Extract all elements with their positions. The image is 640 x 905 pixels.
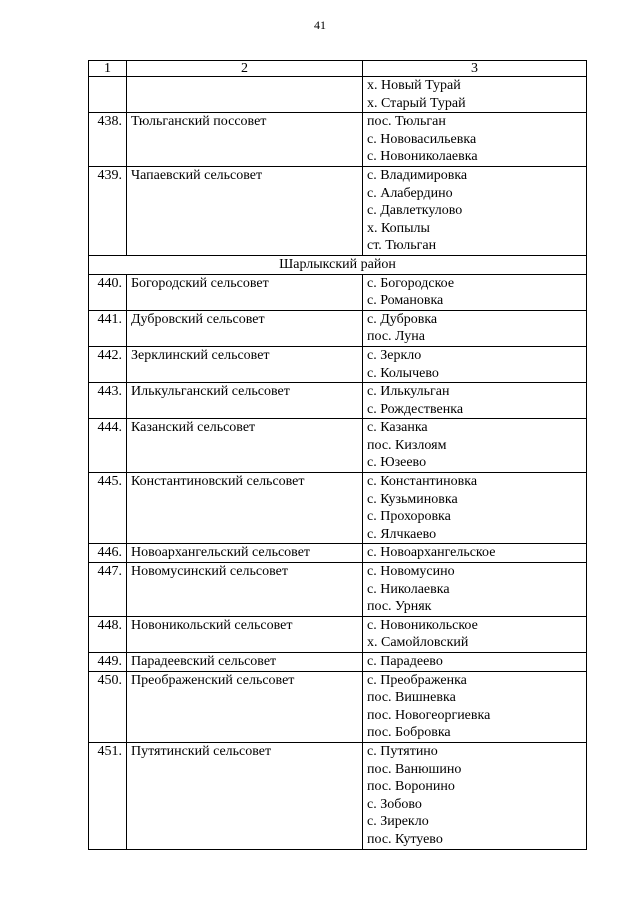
header-col-2: 2 (127, 61, 363, 77)
settlement-item: с. Казанка (367, 420, 428, 436)
municipality-name: Илькульганский сельсовет (127, 383, 363, 419)
municipality-name: Казанский сельсовет (127, 419, 363, 473)
settlement-item: с. Преображенка (367, 672, 467, 688)
settlement-item: с. Илькульган (367, 384, 450, 400)
row-number (89, 77, 127, 113)
municipality-name: Путятинский сельсовет (127, 742, 363, 849)
settlement-item: с. Давлеткулово (367, 203, 463, 219)
header-col-3: 3 (363, 61, 587, 77)
table-body-rows-b (89, 274, 587, 849)
settlement-list (363, 113, 587, 167)
settlement-list (363, 419, 587, 473)
settlement-item: с. Парадеево (367, 654, 443, 669)
municipality-name: Новоархангельский сельсовет (127, 544, 363, 563)
settlement-item: пос. Кизлоям (367, 437, 447, 453)
row-number: 450. (89, 671, 127, 742)
settlement-item: с. Богородское (367, 275, 455, 291)
table-row (89, 473, 587, 544)
table-body-continuation (89, 77, 587, 113)
table-row (89, 274, 587, 310)
settlement-list (363, 77, 587, 113)
row-number: 438. (89, 113, 127, 167)
settlement-item: ст. Тюльган (367, 238, 437, 254)
settlement-item: пос. Воронино (367, 779, 455, 795)
municipality-name: Дубровский сельсовет (127, 310, 363, 346)
municipality-name: Чапаевский сельсовет (127, 166, 363, 255)
settlement-item: с. Юзеево (367, 455, 427, 471)
settlement-list (363, 563, 587, 617)
settlement-list (363, 653, 587, 672)
settlement-item: с. Прохоровка (367, 509, 451, 525)
settlement-list (363, 346, 587, 382)
settlement-item: с. Новоникольское (367, 617, 478, 633)
settlement-item: с. Нововасильевка (367, 131, 477, 147)
municipality-name: Новомусинский сельсовет (127, 563, 363, 617)
municipality-name: Новоникольский сельсовет (127, 616, 363, 652)
municipality-name: Константиновский сельсовет (127, 473, 363, 544)
settlement-item: пос. Кутуево (367, 831, 443, 847)
settlement-item: х. Самойловский (367, 635, 469, 651)
table-row-continuation (89, 77, 587, 113)
settlement-item: с. Рождественка (367, 401, 464, 417)
settlement-list (363, 383, 587, 419)
settlement-item: с. Дубровка (367, 311, 438, 327)
settlements-table (88, 60, 587, 850)
settlement-item: с. Романовка (367, 293, 444, 309)
settlement-list (363, 274, 587, 310)
row-number: 443. (89, 383, 127, 419)
settlement-list (363, 310, 587, 346)
settlement-item: с. Николаевка (367, 581, 450, 597)
settlement-item: с. Путятино (367, 743, 438, 759)
settlement-item: с. Новоархангельское (367, 545, 496, 561)
settlement-item: с. Колычево (367, 365, 439, 381)
settlement-item: пос. Бобровка (367, 725, 451, 741)
table-body-rows-a (89, 113, 587, 256)
municipality-name: Парадеевский сельсовет (127, 653, 363, 672)
settlement-item: с. Кузьминовка (367, 491, 458, 507)
table-row (89, 742, 587, 849)
table-row (89, 616, 587, 652)
municipality-name: Преображенский сельсовет (127, 671, 363, 742)
settlement-item: с. Алабердино (367, 185, 453, 201)
settlement-item: х. Старый Турай (367, 95, 466, 111)
settlement-list (363, 671, 587, 742)
table-row (89, 671, 587, 742)
table-row (89, 166, 587, 255)
settlement-item: с. Ялчкаево (367, 526, 437, 542)
row-number: 445. (89, 473, 127, 544)
settlement-item: пос. Вишневка (367, 690, 456, 706)
table-row (89, 563, 587, 617)
settlement-item: с. Новониколаевка (367, 149, 478, 165)
row-number: 441. (89, 310, 127, 346)
region-row (89, 255, 587, 274)
table-header (89, 61, 587, 77)
row-number: 449. (89, 653, 127, 672)
settlement-item: с. Зобово (367, 796, 422, 812)
settlement-item: х. Копылы (367, 220, 430, 236)
settlement-list (363, 166, 587, 255)
settlement-list (363, 473, 587, 544)
settlement-item: с. Зеркло (367, 347, 422, 363)
table-row (89, 310, 587, 346)
row-number: 451. (89, 742, 127, 849)
region-section (89, 255, 587, 274)
municipality-name: Богородский сельсовет (127, 274, 363, 310)
region-title: Шарлыкский район (89, 255, 587, 274)
settlement-item: с. Владимировка (367, 167, 468, 183)
table-row (89, 653, 587, 672)
table-row (89, 346, 587, 382)
table-row (89, 419, 587, 473)
settlement-list (363, 742, 587, 849)
settlement-list (363, 544, 587, 563)
settlement-item: пос. Луна (367, 329, 425, 345)
row-number: 442. (89, 346, 127, 382)
settlement-item: с. Зирекло (367, 814, 429, 830)
table-row (89, 113, 587, 167)
row-number: 440. (89, 274, 127, 310)
table-row (89, 383, 587, 419)
table-row (89, 544, 587, 563)
settlement-item: пос. Урняк (367, 599, 432, 615)
row-number: 446. (89, 544, 127, 563)
row-number: 439. (89, 166, 127, 255)
page-number: 41 (314, 18, 326, 32)
settlement-item: х. Новый Турай (367, 78, 461, 93)
settlement-item: пос. Тюльган (367, 114, 446, 130)
header-col-1: 1 (89, 61, 127, 77)
municipality-name (127, 77, 363, 113)
settlement-list (363, 616, 587, 652)
municipality-name: Зерклинский сельсовет (127, 346, 363, 382)
settlement-item: пос. Новогеоргиевка (367, 707, 491, 723)
row-number: 444. (89, 419, 127, 473)
settlement-item: с. Константиновка (367, 474, 478, 490)
settlement-item: пос. Ванюшино (367, 761, 462, 777)
municipality-name: Тюльганский поссовет (127, 113, 363, 167)
row-number: 448. (89, 616, 127, 652)
row-number: 447. (89, 563, 127, 617)
settlement-item: с. Новомусино (367, 564, 455, 580)
